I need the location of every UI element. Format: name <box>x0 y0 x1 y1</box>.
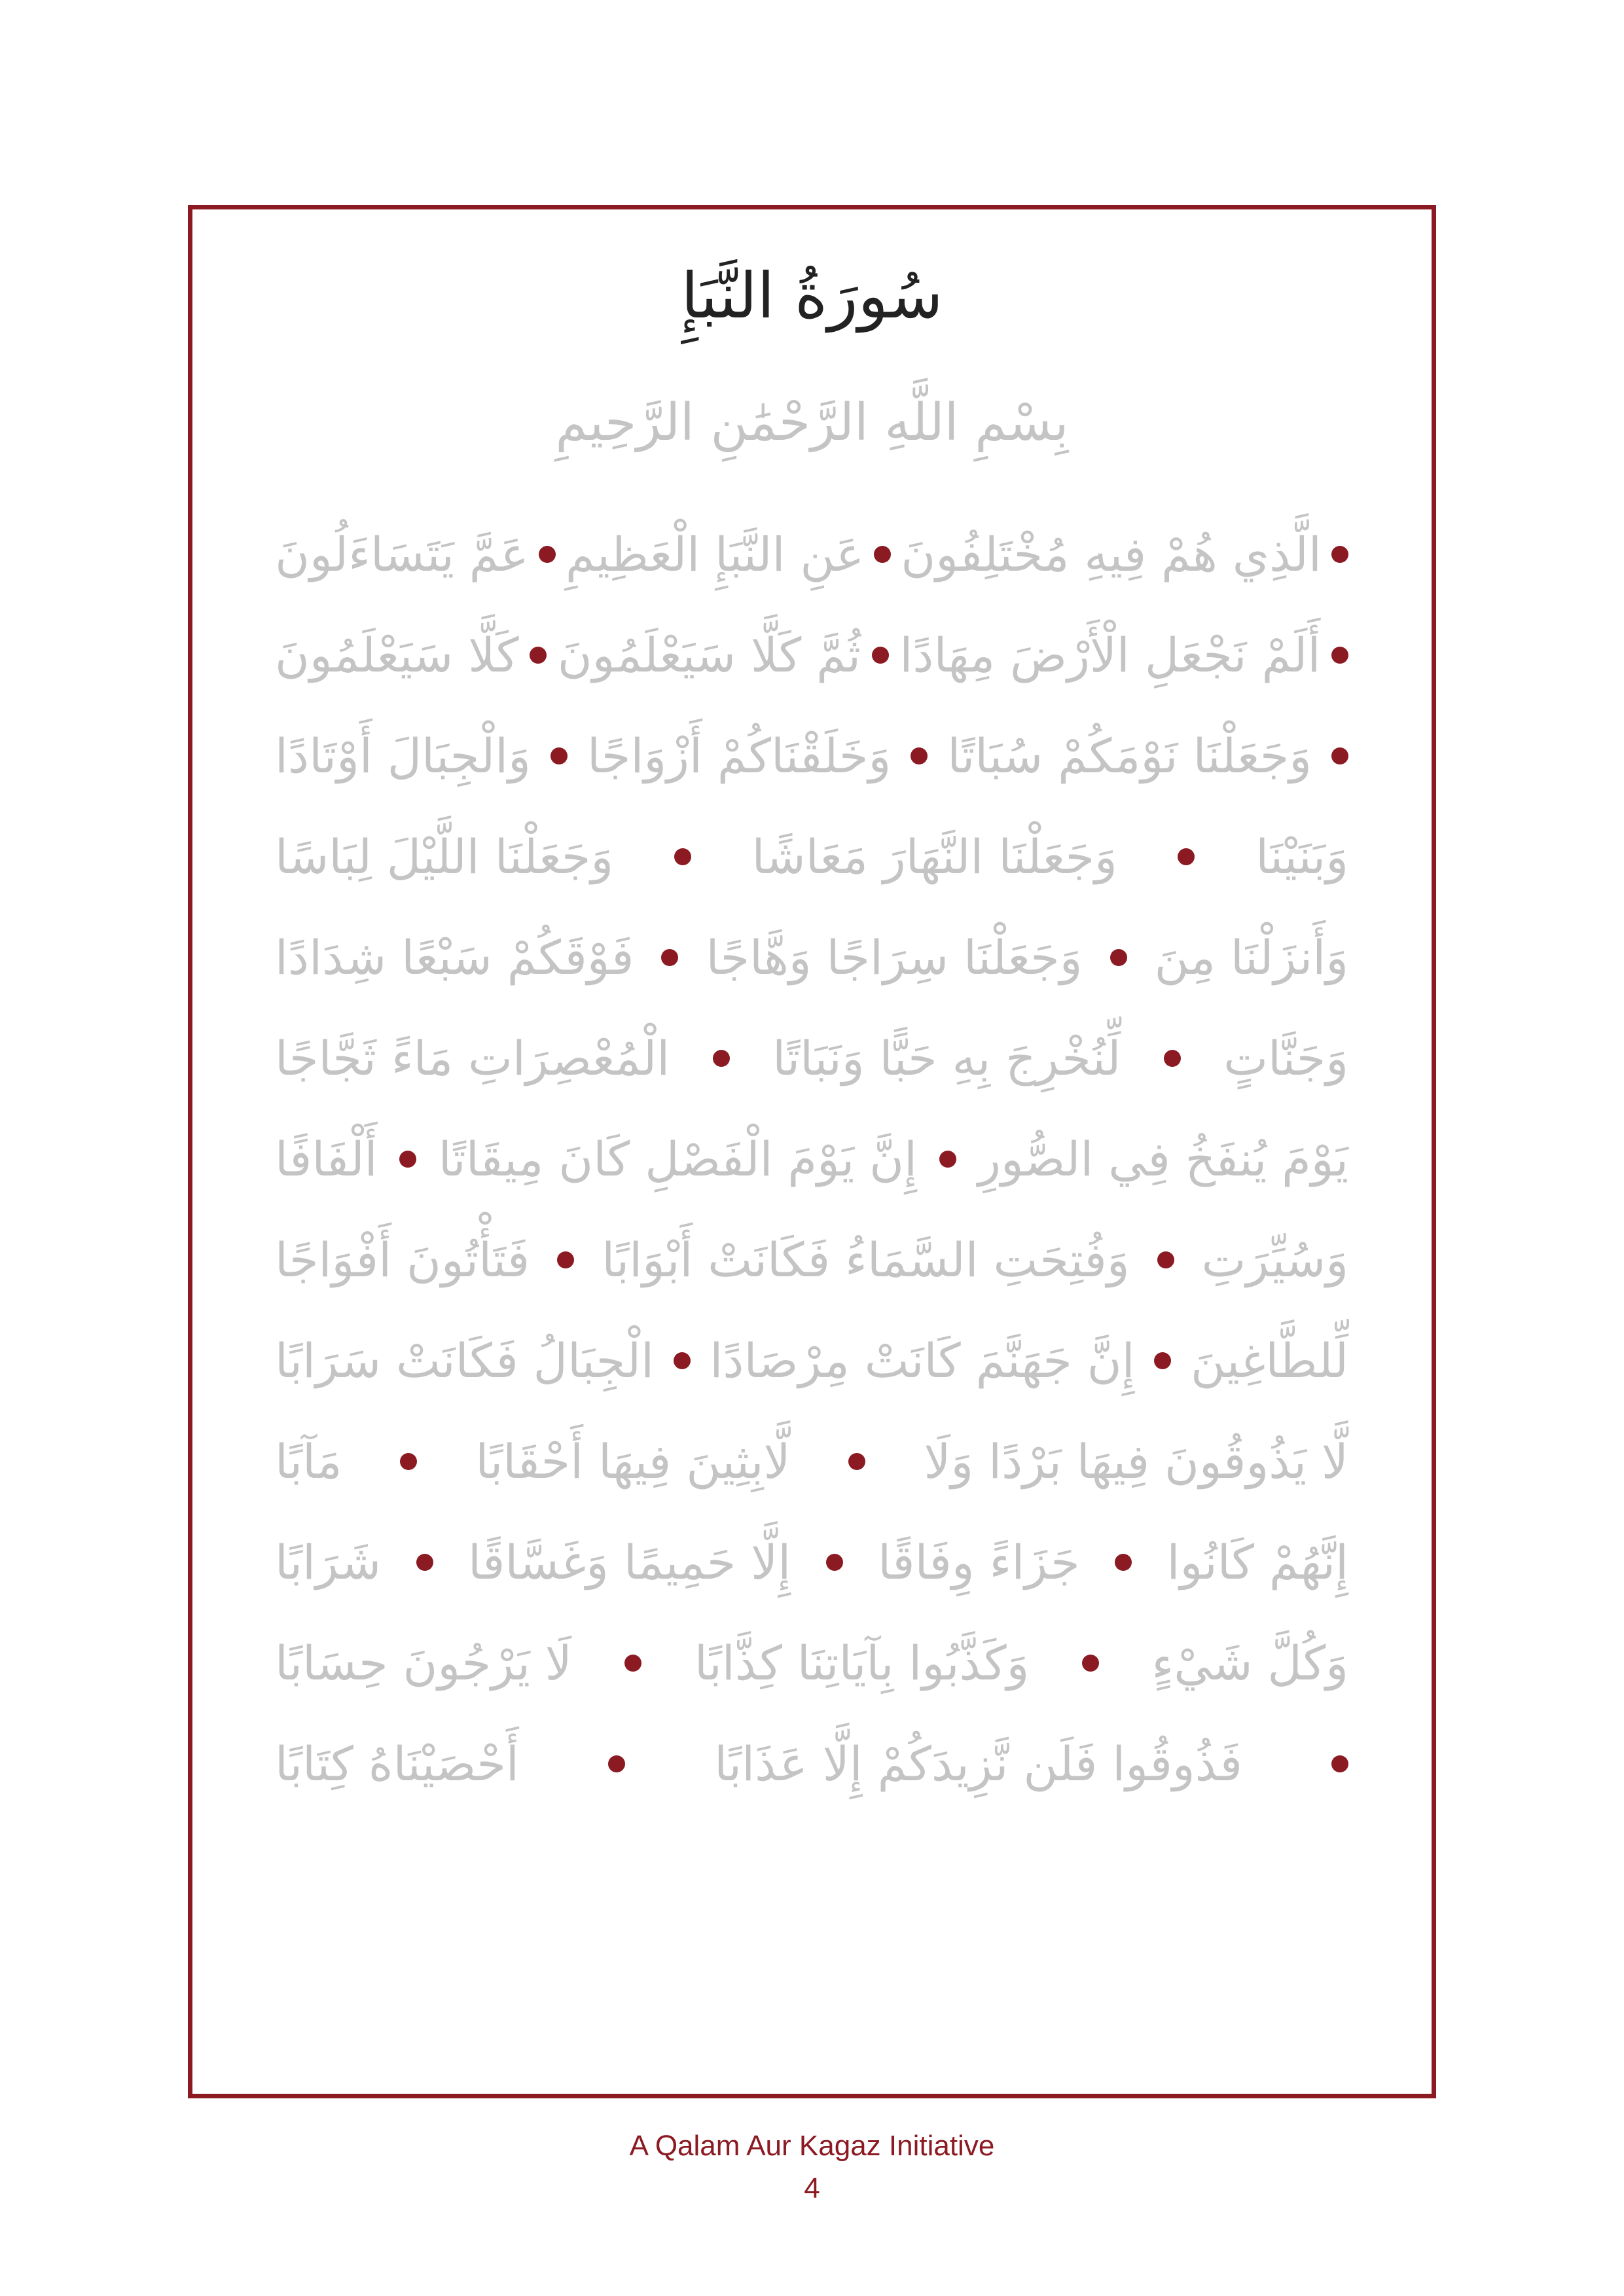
verse-text: وَسُيِّرَتِ <box>1201 1232 1348 1287</box>
page-number: 4 <box>804 2172 820 2204</box>
ayah-marker-icon <box>1178 848 1195 865</box>
ayah-marker-icon <box>1164 1050 1181 1067</box>
verse-text: لَّابِثِينَ فِيهَا أَحْقَابًا <box>475 1434 791 1489</box>
surah-title: سُورَةُ النَّبَإِ <box>681 259 943 332</box>
ayah-marker-icon <box>674 1352 691 1369</box>
verse-text: الَّذِي هُمْ فِيهِ مُخْتَلِفُونَ <box>901 527 1322 582</box>
ayah-marker-icon <box>1115 1554 1132 1571</box>
verse-text: شَرَابًا <box>275 1535 382 1590</box>
verse-text: وَجَنَّاتٍ <box>1223 1031 1348 1086</box>
ayah-marker-icon <box>1331 747 1348 764</box>
verse-text: وَفُتِحَتِ السَّمَاءُ فَكَانَتْ أَبْوَابًا <box>602 1232 1130 1287</box>
ayah-marker-icon <box>1110 949 1127 966</box>
ayah-marker-icon <box>713 1050 730 1067</box>
bismillah: بِسْمِ اللَّهِ الرَّحْمَٰنِ الرَّحِيمِ <box>555 393 1069 452</box>
ayah-marker-icon <box>1331 1755 1348 1772</box>
verse-text: وَجَعَلْنَا النَّهَارَ مَعَاشًا <box>751 829 1117 884</box>
verse-text: وَكَذَّبُوا بِآيَاتِنَا كِذَّابًا <box>694 1636 1030 1691</box>
verse-line <box>275 706 1348 806</box>
verse-text: ثُمَّ كَلَّا سَيَعْلَمُونَ <box>557 628 861 683</box>
verse-text: إِنَّ يَوْمَ الْفَصْلِ كَانَ مِيقَاتًا <box>438 1132 918 1187</box>
ayah-marker-icon <box>1154 1352 1171 1369</box>
verse-lines <box>275 504 1348 1814</box>
ayah-marker-icon <box>1331 546 1348 563</box>
verse-text: يَوْمَ يُنفَخُ فِي الصُّورِ <box>978 1132 1348 1187</box>
verse-text: إِلَّا حَمِيمًا وَغَسَّاقًا <box>468 1535 791 1590</box>
ayah-marker-icon <box>608 1755 625 1772</box>
verse-text: لِّنُخْرِجَ بِهِ حَبًّا وَنَبَاتًا <box>772 1031 1121 1086</box>
verse-line <box>275 1109 1348 1210</box>
verse-line <box>275 504 1348 605</box>
ayah-marker-icon <box>1331 647 1348 664</box>
verse-line <box>275 1008 1348 1109</box>
verse-text: وَجَعَلْنَا اللَّيْلَ لِبَاسًا <box>275 829 614 884</box>
verse-text: وَجَعَلْنَا سِرَاجًا وَهَّاجًا <box>706 930 1083 985</box>
verse-text: وَالْجِبَالَ أَوْتَادًا <box>275 728 531 783</box>
verse-text: الْجِبَالُ فَكَانَتْ سَرَابًا <box>275 1333 655 1388</box>
verse-line <box>275 907 1348 1008</box>
ayah-marker-icon <box>416 1554 433 1571</box>
verse-text: فَذُوقُوا فَلَن نَّزِيدَكُمْ إِلَّا عَذَابًا <box>714 1736 1242 1791</box>
verse-text: إِنَّ جَهَنَّمَ كَانَتْ مِرْصَادًا <box>710 1333 1135 1388</box>
verse-text: إِنَّهُمْ كَانُوا <box>1166 1535 1348 1590</box>
verse-text: فَتَأْتُونَ أَفْوَاجًا <box>275 1232 530 1287</box>
ayah-marker-icon <box>661 949 678 966</box>
verse-text: وَخَلَقْنَاكُمْ أَزْوَاجًا <box>586 728 892 783</box>
verse-line <box>275 806 1348 907</box>
ayah-marker-icon <box>399 1151 416 1168</box>
ayah-marker-icon <box>872 647 889 664</box>
ayah-marker-icon <box>1157 1251 1174 1268</box>
verse-text: لِّلطَّاغِينَ <box>1191 1333 1348 1388</box>
verse-line <box>275 1210 1348 1310</box>
verse-text: عَمَّ يَتَسَاءَلُونَ <box>275 527 529 582</box>
ayah-marker-icon <box>400 1453 417 1470</box>
verse-text: لَا يَرْجُونَ حِسَابًا <box>275 1636 572 1691</box>
ayah-marker-icon <box>848 1453 865 1470</box>
ayah-marker-icon <box>624 1655 641 1672</box>
verse-text: مَآبًا <box>275 1434 342 1489</box>
verse-text: عَنِ النَّبَإِ الْعَظِيمِ <box>565 527 865 582</box>
verse-text: فَوْقَكُمْ سَبْعًا شِدَادًا <box>275 930 634 985</box>
verse-text: وَأَنزَلْنَا مِنَ <box>1154 930 1348 985</box>
verse-line <box>275 1713 1348 1814</box>
ayah-marker-icon <box>674 848 691 865</box>
ayah-marker-icon <box>557 1251 574 1268</box>
verse-text: وَبَنَيْنَا <box>1255 829 1348 884</box>
verse-text: الْمُعْصِرَاتِ مَاءً ثَجَّاجًا <box>275 1031 670 1086</box>
verse-text: كَلَّا سَيَعْلَمُونَ <box>275 628 519 683</box>
ayah-marker-icon <box>874 546 891 563</box>
verse-text: أَلْفَافًا <box>275 1132 378 1187</box>
verse-text: أَحْصَيْنَاهُ كِتَابًا <box>275 1736 519 1791</box>
ayah-marker-icon <box>550 747 568 764</box>
verse-text: أَلَمْ نَجْعَلِ الْأَرْضَ مِهَادًا <box>899 628 1321 683</box>
verse-text: وَجَعَلْنَا نَوْمَكُمْ سُبَاتًا <box>947 728 1312 783</box>
footer-initiative: A Qalam Aur Kagaz Initiative <box>629 2130 995 2162</box>
verse-text: لَّا يَذُوقُونَ فِيهَا بَرْدًا وَلَا <box>924 1434 1348 1489</box>
ayah-marker-icon <box>826 1554 843 1571</box>
verse-line <box>275 605 1348 706</box>
ayah-marker-icon <box>911 747 928 764</box>
verse-line <box>275 1411 1348 1512</box>
ayah-marker-icon <box>939 1151 956 1168</box>
verse-text: جَزَاءً وِفَاقًا <box>878 1535 1080 1590</box>
verse-text: وَكُلَّ شَيْءٍ <box>1151 1636 1348 1691</box>
verse-line <box>275 1310 1348 1411</box>
ayah-marker-icon <box>530 647 547 664</box>
verse-line <box>275 1613 1348 1713</box>
ayah-marker-icon <box>539 546 556 563</box>
ayah-marker-icon <box>1082 1655 1099 1672</box>
verse-line <box>275 1512 1348 1613</box>
